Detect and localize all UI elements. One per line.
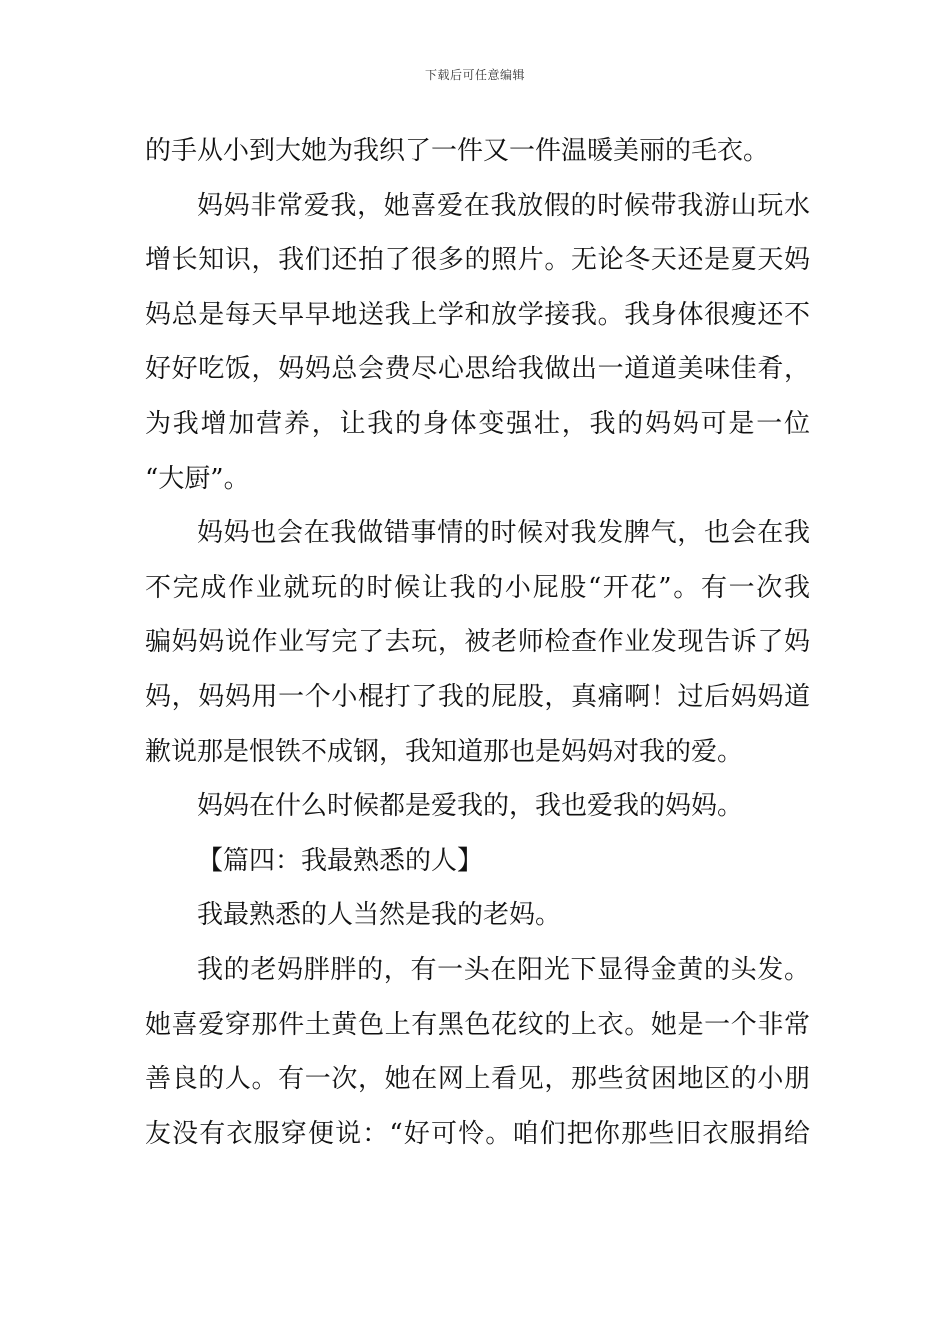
text-line: 为我增加营养，让我的身体变强壮，我的妈妈可是一位 (145, 408, 810, 439)
text-line: “大厨”。 (145, 463, 250, 494)
text-line: 不完成作业就玩的时候让我的小屁股“开花”。有一次我 (145, 572, 810, 603)
header-note: 下载后可任意编辑 (424, 68, 525, 82)
text-line: 友没有衣服穿便说：“好可怜。咱们把你那些旧衣服捐给 (145, 1118, 810, 1149)
text-line: 善良的人。有一次，她在网上看见，那些贫困地区的小朋 (145, 1064, 810, 1095)
text-line: 妈总是每天早早地送我上学和放学接我。我身体很瘦还不 (145, 299, 810, 330)
text-line: 增长知识，我们还拍了很多的照片。无论冬天还是夏天妈 (145, 245, 810, 276)
text-line: 的手从小到大她为我织了一件又一件温暖美丽的毛衣。 (145, 136, 770, 166)
text-line: 歉说那是恨铁不成钢，我知道那也是妈妈对我的爱。 (145, 736, 744, 767)
text-line: 妈妈也会在我做错事情的时候对我发脾气，也会在我 (197, 518, 810, 549)
text-line: 好好吃饭，妈妈总会费尽心思给我做出一道道美味佳肴， (145, 354, 810, 385)
text-line: 我的老妈胖胖的，有一头在阳光下显得金黄的头发。 (197, 954, 810, 985)
section-heading: 【篇四：我最熟悉的人】 (197, 845, 484, 876)
text-line: 我最熟悉的人当然是我的老妈。 (197, 900, 562, 931)
text-line: 妈妈非常爱我，她喜爱在我放假的时候带我游山玩水 (197, 190, 810, 221)
text-line: 骗妈妈说作业写完了去玩，被老师检查作业发现告诉了妈 (145, 627, 810, 658)
text-line: 妈妈在什么时候都是爱我的，我也爱我的妈妈。 (197, 791, 744, 822)
text-line: 妈，妈妈用一个小棍打了我的屁股，真痛啊！过后妈妈道 (145, 681, 810, 712)
text-line: 她喜爱穿那件土黄色上有黑色花纹的上衣。她是一个非常 (145, 1009, 810, 1040)
body-text (145, 124, 810, 1161)
